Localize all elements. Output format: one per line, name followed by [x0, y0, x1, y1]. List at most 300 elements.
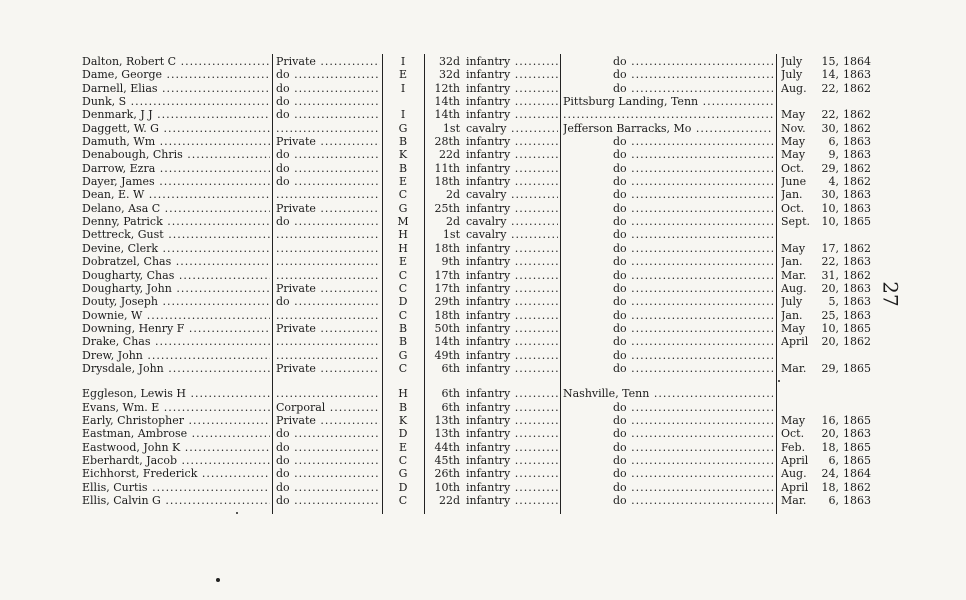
soldier-name — [82, 108, 270, 121]
regiment-number: 45th — [434, 453, 460, 467]
death-date — [781, 122, 891, 135]
soldier-rank — [276, 467, 380, 480]
company-letter — [386, 454, 420, 467]
soldier-rank — [276, 175, 380, 188]
death-date — [781, 362, 891, 375]
death-date — [781, 322, 891, 335]
death-month: Feb. — [781, 440, 806, 454]
burial-place — [563, 269, 773, 282]
death-date — [781, 255, 891, 268]
regiment-number: 17th — [434, 281, 460, 295]
register-row — [0, 362, 966, 375]
register-row — [0, 188, 966, 201]
register-row — [0, 387, 966, 400]
death-day: 31, — [821, 268, 839, 282]
death-day: 10, — [821, 321, 839, 335]
regiment-branch: infantry ..... — [466, 335, 558, 348]
death-year: 1865 — [843, 215, 871, 229]
burial-place-text: do ..... — [563, 295, 773, 308]
death-day: 14, — [821, 68, 839, 82]
company-letter — [386, 68, 420, 81]
company-letter — [386, 215, 420, 228]
company-letter-text: B — [398, 135, 408, 149]
regiment — [428, 269, 558, 282]
regiment-number: 32d — [438, 55, 460, 68]
burial-place — [563, 135, 773, 148]
death-day: 20, — [821, 335, 839, 349]
soldier-rank-text — [276, 349, 380, 362]
soldier-rank-text: do ..... — [276, 441, 380, 454]
register-row — [0, 162, 966, 175]
regiment — [428, 135, 558, 148]
company-letter-text: K — [398, 413, 408, 427]
death-month: Aug. — [781, 467, 807, 481]
regiment — [428, 242, 558, 255]
death-year: 1863 — [843, 281, 871, 295]
burial-place-text: Pittsburg Landing, Tenn ..... — [563, 95, 773, 108]
burial-place — [563, 427, 773, 440]
death-day: 29, — [821, 161, 839, 175]
burial-place-text: do ..... — [563, 362, 773, 375]
company-letter-text: E — [398, 68, 408, 82]
soldier-name-text: Dobratzel, Chas ..... — [82, 255, 270, 268]
company-letter-text: C — [398, 268, 408, 282]
soldier-rank — [276, 401, 380, 414]
death-date — [781, 309, 891, 322]
company-letter — [386, 441, 420, 454]
register-rows — [0, 55, 966, 507]
death-date — [781, 108, 891, 121]
death-year: 1862 — [843, 108, 871, 122]
company-letter — [386, 387, 420, 400]
burial-place-text: do ..... — [563, 322, 773, 335]
register-row — [0, 82, 966, 95]
death-year: 1862 — [843, 161, 871, 175]
burial-place — [563, 322, 773, 335]
company-letter-text: B — [398, 321, 408, 335]
register-row — [0, 215, 966, 228]
soldier-rank-text: do ..... — [276, 68, 380, 81]
soldier-name-text: Devine, Clerk ..... — [82, 242, 270, 255]
death-year: 1863 — [843, 201, 871, 215]
death-year: 1863 — [843, 308, 871, 322]
death-year: 1863 — [843, 188, 871, 202]
death-day: 10, — [821, 215, 839, 229]
burial-place-text: do ..... — [563, 188, 773, 201]
soldier-rank — [276, 309, 380, 322]
regiment — [428, 401, 558, 414]
company-letter — [386, 362, 420, 375]
soldier-name — [82, 414, 270, 427]
soldier-name — [82, 494, 270, 507]
regiment — [428, 188, 558, 201]
death-month: Mar. — [781, 494, 807, 507]
regiment — [428, 309, 558, 322]
soldier-rank — [276, 335, 380, 348]
register-row — [0, 269, 966, 282]
regiment — [428, 162, 558, 175]
register-row — [0, 282, 966, 295]
soldier-rank-text: do ..... — [276, 427, 380, 440]
soldier-rank — [276, 202, 380, 215]
death-date — [781, 215, 891, 228]
burial-place-text: do ..... — [563, 335, 773, 348]
register-row — [0, 401, 966, 414]
soldier-name — [82, 188, 270, 201]
soldier-rank-text: do ..... — [276, 454, 380, 467]
company-letter — [386, 202, 420, 215]
company-letter — [386, 427, 420, 440]
soldier-rank-text: Private ..... — [276, 202, 380, 215]
soldier-name — [82, 55, 270, 68]
soldier-rank-text — [276, 335, 380, 348]
death-year: 1862 — [843, 268, 871, 282]
death-date — [781, 349, 891, 362]
soldier-rank — [276, 135, 380, 148]
soldier-name-text: Dunk, S ..... — [82, 95, 270, 108]
regiment-number: 44th — [434, 440, 460, 454]
soldier-rank — [276, 481, 380, 494]
regiment-branch: infantry ..... — [466, 108, 558, 121]
death-month: Mar. — [781, 268, 807, 282]
death-date — [781, 295, 891, 308]
company-letter — [386, 148, 420, 161]
soldier-rank-text — [276, 269, 380, 282]
soldier-rank-text: do ..... — [276, 162, 380, 175]
regiment-branch: infantry ..... — [466, 414, 558, 427]
soldier-rank — [276, 55, 380, 68]
company-letter-text: E — [398, 255, 408, 269]
company-letter — [386, 162, 420, 175]
soldier-rank — [276, 427, 380, 440]
regiment-branch: cavalry ..... — [466, 188, 558, 201]
soldier-name — [82, 441, 270, 454]
soldier-rank-text — [276, 387, 380, 400]
register-row — [0, 467, 966, 480]
soldier-name-text: Downing, Henry F ..... — [82, 322, 270, 335]
company-letter-text: H — [398, 387, 408, 401]
soldier-rank-text: do ..... — [276, 95, 380, 108]
company-letter — [386, 282, 420, 295]
register-row — [0, 494, 966, 507]
burial-place — [563, 215, 773, 228]
regiment-number: 2d — [445, 188, 460, 202]
company-letter-text: C — [398, 453, 408, 467]
burial-place — [563, 414, 773, 427]
regiment-number: 26th — [434, 467, 460, 481]
burial-place — [563, 188, 773, 201]
soldier-name — [82, 387, 270, 400]
death-year: 1862 — [843, 175, 871, 189]
regiment-number: 50th — [434, 321, 460, 335]
soldier-name-text: Denabough, Chris ..... — [82, 148, 270, 161]
burial-place — [563, 148, 773, 161]
regiment-number: 9th — [441, 255, 460, 269]
regiment-branch: infantry ..... — [466, 202, 558, 215]
company-letter-text: D — [398, 427, 408, 441]
soldier-name — [82, 148, 270, 161]
death-day: 17, — [821, 241, 839, 255]
burial-place-text: do ..... — [563, 202, 773, 215]
company-letter-text: G — [398, 348, 408, 362]
death-date — [781, 269, 891, 282]
company-letter-text: C — [398, 308, 408, 322]
regiment-number: 10th — [434, 480, 460, 494]
death-day: 30, — [821, 121, 839, 135]
burial-place — [563, 82, 773, 95]
regiment-number: 13th — [434, 427, 460, 441]
register-row — [0, 242, 966, 255]
regiment — [428, 122, 558, 135]
soldier-name-text: Dame, George ..... — [82, 68, 270, 81]
death-date — [781, 414, 891, 427]
soldier-rank-text: do ..... — [276, 481, 380, 494]
soldier-rank — [276, 108, 380, 121]
regiment-branch: infantry ..... — [466, 55, 558, 68]
soldier-rank-text: Corporal ..... — [276, 401, 380, 414]
company-letter-text: I — [400, 55, 406, 68]
regiment-branch: infantry ..... — [466, 494, 558, 507]
company-letter-text: I — [400, 108, 406, 122]
soldier-rank-text: Private ..... — [276, 282, 380, 295]
soldier-rank-text: do ..... — [276, 148, 380, 161]
death-date — [781, 242, 891, 255]
company-letter — [386, 55, 420, 68]
burial-place — [563, 202, 773, 215]
burial-place-text: do ..... — [563, 309, 773, 322]
company-letter — [386, 242, 420, 255]
regiment — [428, 362, 558, 375]
regiment-branch: infantry ..... — [466, 362, 558, 375]
death-month: July — [781, 55, 803, 68]
regiment-branch: infantry ..... — [466, 349, 558, 362]
death-day: 25, — [821, 308, 839, 322]
regiment-number: 14th — [434, 335, 460, 349]
burial-place — [563, 68, 773, 81]
death-day: 18, — [821, 480, 839, 494]
company-letter — [386, 467, 420, 480]
regiment — [428, 215, 558, 228]
soldier-name-text: Delano, Asa C ..... — [82, 202, 270, 215]
death-day: 5, — [828, 295, 839, 309]
regiment — [428, 282, 558, 295]
regiment-number: 1st — [442, 121, 460, 135]
burial-place-text: do ..... — [563, 401, 773, 414]
burial-place — [563, 95, 773, 108]
company-letter-text: C — [398, 361, 408, 375]
soldier-name — [82, 228, 270, 241]
register-row — [0, 454, 966, 467]
death-day: 16, — [821, 413, 839, 427]
regiment — [428, 454, 558, 467]
soldier-name — [82, 481, 270, 494]
soldier-name-text: Drake, Chas ..... — [82, 335, 270, 348]
soldier-name-text: Eichhorst, Frederick ..... — [82, 467, 270, 480]
burial-place — [563, 387, 773, 400]
burial-place-text: do ..... — [563, 441, 773, 454]
burial-place-text: do ..... — [563, 228, 773, 241]
burial-place — [563, 255, 773, 268]
soldier-name — [82, 362, 270, 375]
death-day: 30, — [821, 188, 839, 202]
soldier-name-text: Eberhardt, Jacob ..... — [82, 454, 270, 467]
register-row — [0, 441, 966, 454]
burial-place-text: do ..... — [563, 148, 773, 161]
death-date — [781, 68, 891, 81]
death-date — [781, 401, 891, 414]
death-month: May — [781, 108, 806, 122]
soldier-name-text: Downie, W ..... — [82, 309, 270, 322]
register-row — [0, 228, 966, 241]
company-letter — [386, 122, 420, 135]
burial-place-text: do ..... — [563, 282, 773, 295]
regiment-number: 12th — [434, 81, 460, 95]
regiment-number: 49th — [434, 348, 460, 362]
soldier-rank-text — [276, 242, 380, 255]
death-day: 22, — [821, 81, 839, 95]
death-date — [781, 282, 891, 295]
death-day: 6, — [828, 135, 839, 149]
regiment — [428, 467, 558, 480]
death-month: May — [781, 148, 806, 162]
company-letter-text: H — [398, 228, 408, 242]
regiment — [428, 228, 558, 241]
soldier-name — [82, 202, 270, 215]
death-year: 1862 — [843, 121, 871, 135]
soldier-rank — [276, 454, 380, 467]
regiment-branch: infantry ..... — [466, 68, 558, 81]
regiment-number: 18th — [434, 241, 460, 255]
company-letter-text: H — [398, 241, 408, 255]
soldier-rank-text — [276, 309, 380, 322]
regiment — [428, 481, 558, 494]
death-month: April — [781, 335, 809, 349]
company-letter-text: G — [398, 121, 408, 135]
soldier-name — [82, 122, 270, 135]
regiment — [428, 441, 558, 454]
register-row — [0, 148, 966, 161]
register-row — [0, 349, 966, 362]
company-letter-text: M — [397, 215, 409, 229]
death-month: May — [781, 413, 806, 427]
death-year: 1862 — [843, 480, 871, 494]
burial-place-text: do ..... — [563, 175, 773, 188]
burial-place-text: do ..... — [563, 494, 773, 507]
soldier-rank — [276, 441, 380, 454]
burial-place-text: Nashville, Tenn ..... — [563, 387, 773, 400]
register-row — [0, 335, 966, 348]
soldier-rank — [276, 162, 380, 175]
death-month: May — [781, 241, 806, 255]
death-month: May — [781, 135, 806, 149]
regiment — [428, 322, 558, 335]
death-date — [781, 387, 891, 400]
soldier-rank-text: do ..... — [276, 467, 380, 480]
soldier-rank — [276, 414, 380, 427]
company-letter-text: B — [398, 161, 408, 175]
regiment-number: 2d — [445, 215, 460, 229]
soldier-rank — [276, 387, 380, 400]
burial-place-text: do ..... — [563, 135, 773, 148]
company-letter-text: B — [398, 335, 408, 349]
company-letter — [386, 414, 420, 427]
soldier-name-text: Ellis, Curtis ..... — [82, 481, 270, 494]
regiment-number: 11th — [434, 161, 460, 175]
regiment — [428, 68, 558, 81]
soldier-name-text: Dalton, Robert C ..... — [82, 55, 270, 68]
regiment-branch: infantry ..... — [466, 135, 558, 148]
burial-place-text: do ..... — [563, 349, 773, 362]
soldier-rank-text: do ..... — [276, 175, 380, 188]
death-date — [781, 202, 891, 215]
burial-place — [563, 55, 773, 68]
company-letter-text: K — [398, 148, 408, 162]
soldier-rank-text — [276, 188, 380, 201]
soldier-name — [82, 95, 270, 108]
regiment-branch: infantry ..... — [466, 255, 558, 268]
soldier-rank — [276, 95, 380, 108]
company-letter-text: G — [398, 201, 408, 215]
company-letter-text: C — [398, 188, 408, 202]
regiment-number: 6th — [441, 387, 460, 401]
regiment-number: 14th — [434, 95, 460, 109]
company-letter-text: B — [398, 400, 408, 414]
death-year: 1862 — [843, 335, 871, 349]
soldier-name-text: Dougharty, Chas ..... — [82, 269, 270, 282]
death-year: 1863 — [843, 494, 871, 507]
ink-speck — [236, 512, 238, 514]
death-date — [781, 55, 891, 68]
regiment-branch: infantry ..... — [466, 242, 558, 255]
death-month: April — [781, 480, 809, 494]
soldier-rank — [276, 242, 380, 255]
soldier-name-text: Denmark, J J ..... — [82, 108, 270, 121]
regiment — [428, 349, 558, 362]
company-letter — [386, 494, 420, 507]
regiment-branch: infantry ..... — [466, 95, 558, 108]
burial-place-text: do ..... — [563, 454, 773, 467]
regiment-branch: cavalry ..... — [466, 122, 558, 135]
register-row — [0, 175, 966, 188]
regiment-branch: infantry ..... — [466, 175, 558, 188]
soldier-rank-text: do ..... — [276, 494, 380, 507]
death-year: 1865 — [843, 440, 871, 454]
soldier-name — [82, 175, 270, 188]
regiment-number: 32d — [438, 68, 460, 82]
soldier-rank — [276, 188, 380, 201]
death-date — [781, 82, 891, 95]
regiment — [428, 335, 558, 348]
death-day: 9, — [828, 148, 839, 162]
regiment-number: 22d — [438, 494, 460, 507]
register-row — [0, 202, 966, 215]
regiment-branch: infantry ..... — [466, 387, 558, 400]
death-date — [781, 175, 891, 188]
death-date — [781, 148, 891, 161]
death-date — [781, 427, 891, 440]
company-letter — [386, 135, 420, 148]
regiment-number: 1st — [442, 228, 460, 242]
company-letter — [386, 309, 420, 322]
soldier-rank-text: Private ..... — [276, 414, 380, 427]
soldier-rank — [276, 68, 380, 81]
company-letter-text: G — [398, 467, 408, 481]
regiment-branch: infantry ..... — [466, 401, 558, 414]
burial-place — [563, 309, 773, 322]
soldier-name — [82, 255, 270, 268]
soldier-name — [82, 335, 270, 348]
soldier-name — [82, 135, 270, 148]
